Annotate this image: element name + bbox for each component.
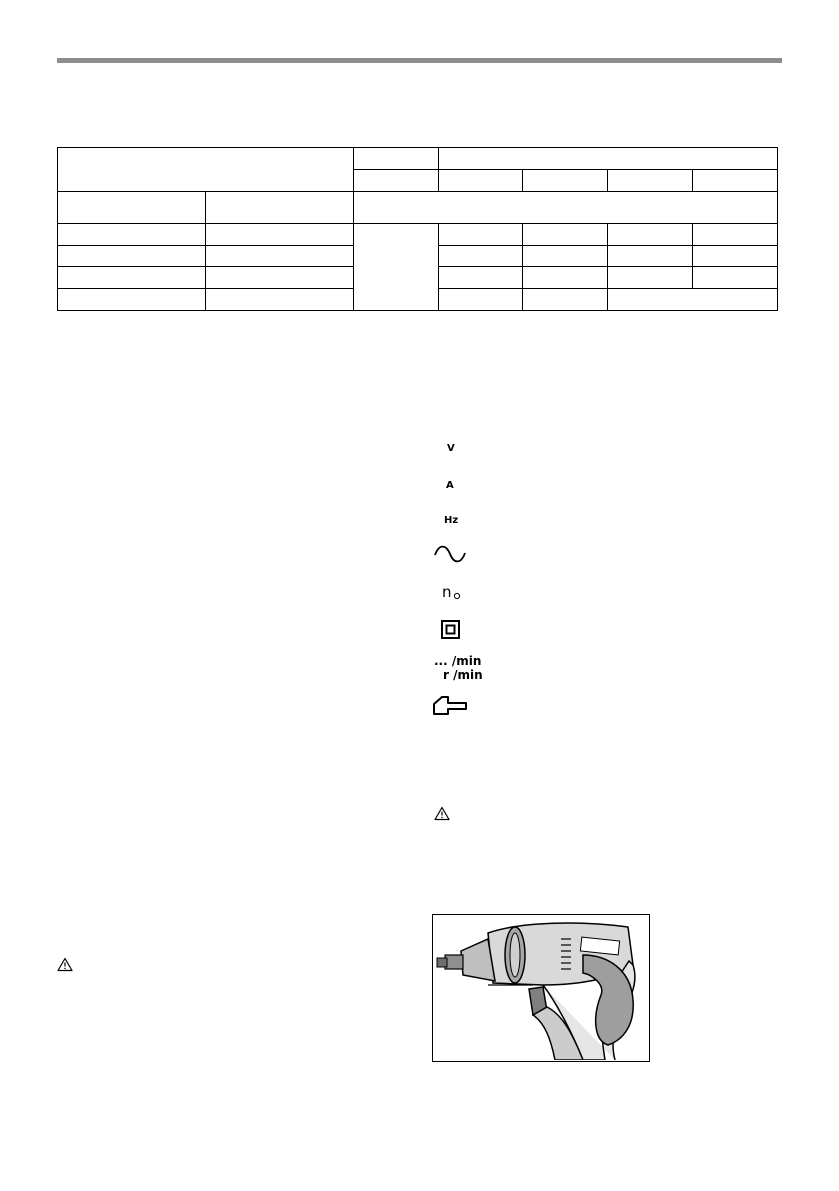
table-cell	[523, 169, 608, 191]
table-cell	[206, 245, 354, 267]
impact-icon	[432, 696, 468, 716]
table-cell	[608, 267, 693, 289]
table-cell	[58, 267, 206, 289]
table-cell	[523, 267, 608, 289]
table-cell	[354, 191, 778, 223]
hertz-symbol: Hz	[444, 515, 459, 526]
subscript-zero-icon	[453, 592, 461, 600]
alternating-current-icon	[433, 544, 467, 564]
table-cell	[608, 223, 693, 245]
revolutions-per-minute-symbol: r /min	[443, 668, 483, 682]
table-row	[58, 148, 778, 170]
table-cell	[58, 148, 354, 192]
no-load-speed-icon	[442, 585, 461, 600]
table-cell	[608, 169, 693, 191]
table-cell	[439, 289, 523, 311]
warning-triangle-icon	[57, 957, 73, 972]
table-cell	[523, 245, 608, 267]
table-cell	[608, 289, 778, 311]
table-cell	[439, 245, 523, 267]
warning-triangle-icon	[434, 806, 450, 821]
impact-wrench-illustration	[432, 914, 650, 1062]
table-cell	[58, 191, 206, 223]
table-cell	[693, 267, 778, 289]
table-cell	[693, 169, 778, 191]
table-cell	[439, 148, 778, 170]
per-minute-symbol: ... /min	[434, 654, 482, 668]
impact-wrench-drawing	[433, 915, 648, 1060]
table-cell	[58, 223, 206, 245]
table-cell	[439, 267, 523, 289]
no-load-speed-symbol: n	[442, 583, 452, 601]
table-cell	[523, 223, 608, 245]
volt-symbol: V	[447, 443, 455, 454]
table-cell	[523, 289, 608, 311]
table-cell	[206, 223, 354, 245]
table-row	[58, 191, 778, 223]
table-cell	[58, 289, 206, 311]
double-insulation-icon	[441, 620, 460, 639]
table-cell	[206, 191, 354, 223]
table-cell	[354, 148, 439, 170]
ampere-symbol: A	[446, 480, 454, 491]
table-cell	[693, 245, 778, 267]
table-cell	[608, 245, 693, 267]
table-cell	[206, 289, 354, 311]
table-row	[58, 223, 778, 245]
table-cell	[354, 169, 439, 191]
table-cell	[206, 267, 354, 289]
table-cell	[693, 223, 778, 245]
table-cell	[439, 169, 523, 191]
header-rule	[57, 58, 782, 63]
table-cell	[354, 223, 439, 310]
table-cell	[439, 223, 523, 245]
specification-table	[57, 147, 778, 311]
table-cell	[58, 245, 206, 267]
